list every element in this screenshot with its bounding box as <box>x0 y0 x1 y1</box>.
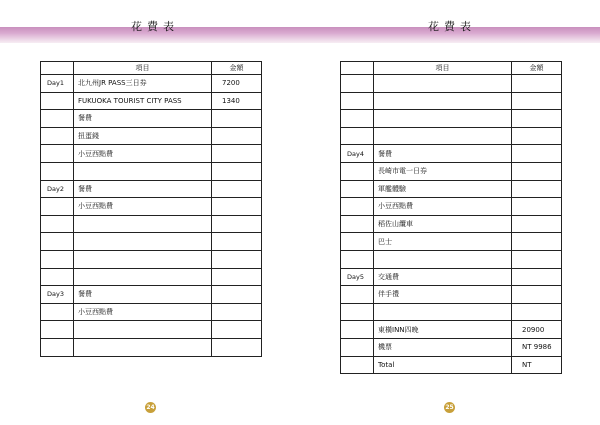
item-cell: Total <box>374 356 512 374</box>
right-page-title: 花費表 <box>428 20 476 33</box>
day-cell: Day1 <box>41 75 74 93</box>
item-cell: 餐費 <box>374 145 512 163</box>
amount-cell <box>212 215 262 233</box>
table-row <box>341 321 562 339</box>
item-cell: FUKUOKA TOURIST CITY PASS <box>74 92 212 110</box>
table-row <box>341 215 562 233</box>
amount-cell <box>512 286 562 304</box>
day-cell <box>41 268 74 286</box>
amount-cell <box>512 162 562 180</box>
day-header <box>41 62 74 75</box>
table-row <box>341 127 562 145</box>
item-cell <box>74 338 212 356</box>
amount-cell <box>512 303 562 321</box>
table-row <box>341 198 562 216</box>
amount-cell <box>512 250 562 268</box>
day-cell <box>41 92 74 110</box>
item-header: 項目 <box>374 62 512 75</box>
item-cell: 餐費 <box>74 110 212 128</box>
item-cell: 小豆西點費 <box>74 198 212 216</box>
amount-cell: 20900 <box>512 321 562 339</box>
item-cell: 交通費 <box>374 268 512 286</box>
amount-cell <box>212 338 262 356</box>
item-cell: 伴手禮 <box>374 286 512 304</box>
amount-header: 金額 <box>212 62 262 75</box>
amount-cell: 7200 <box>212 75 262 93</box>
amount-cell <box>212 268 262 286</box>
day-cell <box>341 215 374 233</box>
item-cell <box>374 250 512 268</box>
table-row <box>41 286 262 304</box>
table-row <box>341 180 562 198</box>
day-cell <box>41 303 74 321</box>
table-row <box>41 75 262 93</box>
amount-cell: NT 9986 <box>512 338 562 356</box>
day-cell <box>41 233 74 251</box>
day-cell <box>341 250 374 268</box>
table-body <box>41 75 262 357</box>
item-cell: 機票 <box>374 338 512 356</box>
table-row <box>41 338 262 356</box>
left-page-number: 24 <box>146 404 155 411</box>
day-cell <box>341 356 374 374</box>
table-row <box>341 356 562 374</box>
item-cell <box>374 110 512 128</box>
day-cell: Day3 <box>41 286 74 304</box>
day-cell <box>41 145 74 163</box>
item-cell: 餐費 <box>74 180 212 198</box>
table-row <box>341 233 562 251</box>
day-cell: Day5 <box>341 268 374 286</box>
day-cell <box>41 110 74 128</box>
day-cell <box>341 75 374 93</box>
table-row <box>41 303 262 321</box>
day-cell <box>341 162 374 180</box>
table-row <box>41 268 262 286</box>
item-cell <box>74 233 212 251</box>
item-cell <box>74 162 212 180</box>
day-cell <box>341 127 374 145</box>
amount-cell <box>512 268 562 286</box>
amount-cell <box>212 321 262 339</box>
table-row <box>341 250 562 268</box>
item-cell <box>374 75 512 93</box>
table-header-row <box>41 62 262 75</box>
table-row <box>41 250 262 268</box>
day-cell <box>341 110 374 128</box>
day-cell <box>41 338 74 356</box>
table-row <box>41 110 262 128</box>
day-cell <box>341 198 374 216</box>
item-cell: 小豆西點費 <box>74 303 212 321</box>
table-row <box>341 286 562 304</box>
item-cell: 餐費 <box>74 286 212 304</box>
day-cell <box>341 338 374 356</box>
day-cell <box>41 127 74 145</box>
amount-cell <box>212 110 262 128</box>
item-cell: 東橫INN四晚 <box>374 321 512 339</box>
amount-cell <box>512 75 562 93</box>
day-cell <box>41 198 74 216</box>
day-cell <box>41 250 74 268</box>
day-cell: Day4 <box>341 145 374 163</box>
table-row <box>341 75 562 93</box>
table-row <box>341 162 562 180</box>
amount-cell <box>512 110 562 128</box>
amount-cell <box>212 127 262 145</box>
amount-header: 金額 <box>512 62 562 75</box>
day-cell <box>341 303 374 321</box>
item-cell: 長崎市電一日券 <box>374 162 512 180</box>
table-row <box>41 162 262 180</box>
amount-cell <box>212 286 262 304</box>
right-page-number: 25 <box>445 404 454 411</box>
table-row <box>341 268 562 286</box>
amount-cell <box>212 162 262 180</box>
item-cell <box>374 92 512 110</box>
day-cell <box>341 180 374 198</box>
day-header <box>341 62 374 75</box>
table-row <box>41 321 262 339</box>
amount-cell: 1340 <box>212 92 262 110</box>
item-cell <box>74 215 212 233</box>
amount-cell <box>512 127 562 145</box>
table-row <box>41 215 262 233</box>
expense-table-left <box>40 61 262 357</box>
day-cell <box>341 92 374 110</box>
amount-cell <box>512 92 562 110</box>
table-row <box>41 233 262 251</box>
item-cell: 小豆西點費 <box>374 198 512 216</box>
amount-cell <box>212 180 262 198</box>
amount-cell <box>512 145 562 163</box>
amount-cell <box>512 198 562 216</box>
item-cell <box>74 321 212 339</box>
table-row <box>341 145 562 163</box>
item-cell: 巴士 <box>374 233 512 251</box>
header-band <box>0 27 600 43</box>
amount-cell <box>212 233 262 251</box>
left-page <box>40 61 262 357</box>
item-cell: 扭蛋錢 <box>74 127 212 145</box>
table-row <box>41 127 262 145</box>
amount-cell <box>512 233 562 251</box>
item-cell <box>374 127 512 145</box>
table-row <box>41 180 262 198</box>
day-cell <box>41 321 74 339</box>
amount-cell <box>212 145 262 163</box>
expense-table-right <box>340 61 562 374</box>
table-header-row <box>341 62 562 75</box>
item-cell: 稻佐山纜車 <box>374 215 512 233</box>
amount-cell <box>512 180 562 198</box>
item-header: 項目 <box>74 62 212 75</box>
right-page <box>340 61 562 374</box>
table-row <box>41 145 262 163</box>
day-cell <box>341 321 374 339</box>
day-cell: Day2 <box>41 180 74 198</box>
day-cell <box>341 286 374 304</box>
table-row <box>341 110 562 128</box>
amount-cell <box>212 303 262 321</box>
item-cell <box>374 303 512 321</box>
table-body <box>341 75 562 374</box>
day-cell <box>41 215 74 233</box>
amount-cell <box>512 215 562 233</box>
item-cell <box>74 268 212 286</box>
table-row <box>341 92 562 110</box>
item-cell <box>74 250 212 268</box>
amount-cell <box>212 250 262 268</box>
day-cell <box>341 233 374 251</box>
table-row <box>41 92 262 110</box>
amount-cell: NT <box>512 356 562 374</box>
left-page-title: 花費表 <box>131 20 179 33</box>
day-cell <box>41 162 74 180</box>
item-cell: 北九州JR PASS三日券 <box>74 75 212 93</box>
item-cell: 軍艦體驗 <box>374 180 512 198</box>
table-row <box>41 198 262 216</box>
table-row <box>341 303 562 321</box>
table-row <box>341 338 562 356</box>
amount-cell <box>212 198 262 216</box>
item-cell: 小豆西點費 <box>74 145 212 163</box>
